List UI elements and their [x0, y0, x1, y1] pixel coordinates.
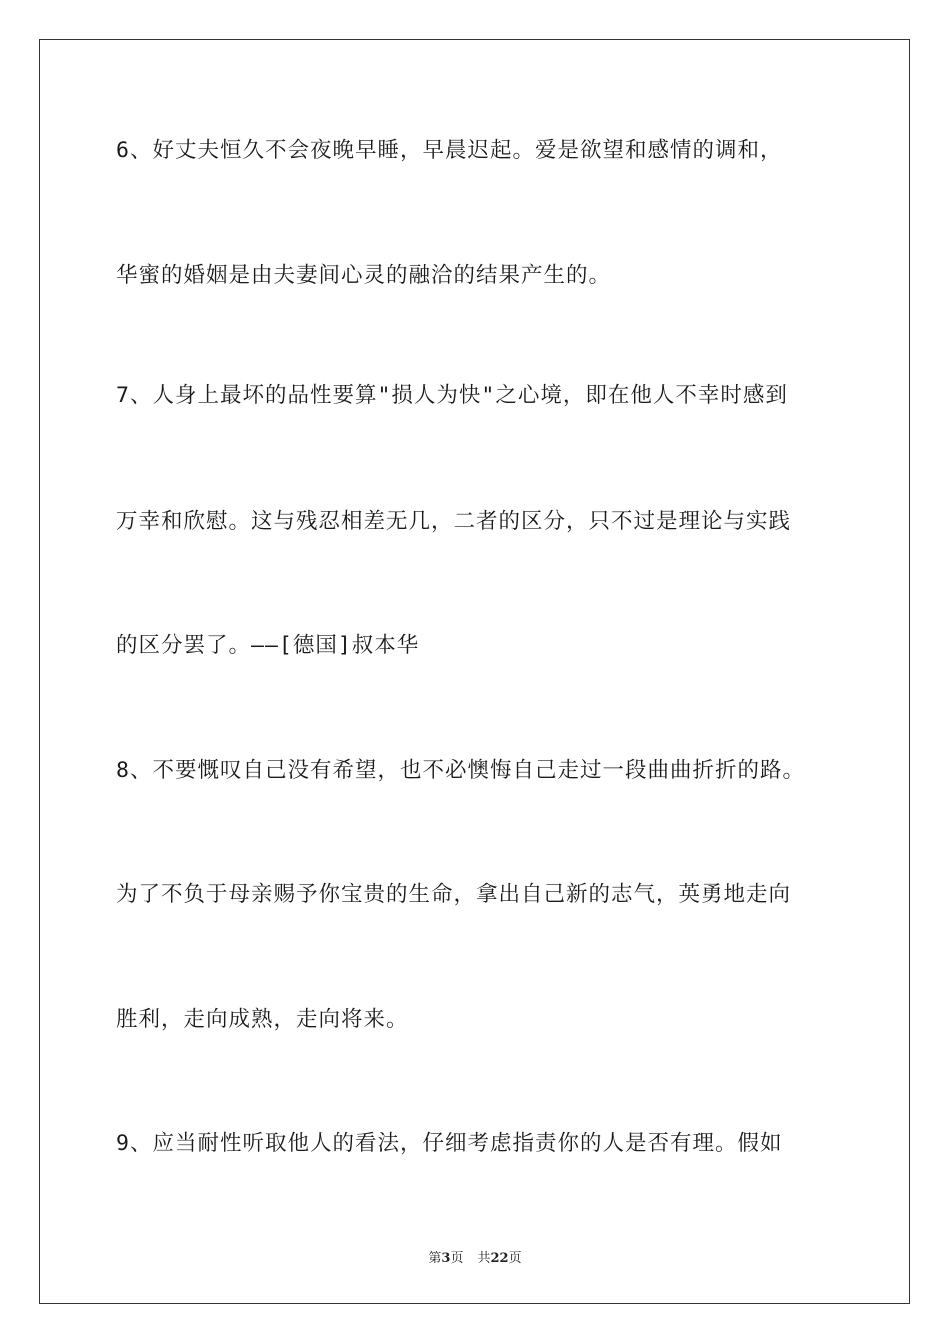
page-prefix: 第	[428, 1251, 442, 1266]
page-number: 3	[441, 1251, 451, 1266]
page-suffix: 页	[450, 1251, 464, 1266]
text-line-2: 华蜜的婚姻是由夫妻间心灵的融洽的结果产生的。	[116, 263, 612, 288]
total-suffix: 页	[508, 1251, 522, 1266]
text-line-8: 胜利，走向成熟，走向将来。	[116, 1007, 409, 1032]
text-line-7: 为了不负于母亲赐予你宝贵的生命，拿出自己新的志气，英勇地走向	[116, 882, 792, 907]
text-line-6: 8、不要慨叹自己没有希望，也不必懊悔自己走过一段曲曲折折的路。	[116, 758, 805, 783]
text-line-4: 万幸和欣慰。这与残忍相差无几，二者的区分，只不过是理论与实践	[116, 509, 792, 534]
text-line-5: 的区分罢了。——[德国]叔本华	[116, 633, 420, 658]
text-line-9: 9、应当耐性听取他人的看法，仔细考虑指责你的人是否有理。假如	[116, 1131, 783, 1156]
total-pages: 22	[490, 1251, 509, 1266]
text-line-1: 6、好丈夫恒久不会夜晚早睡，早晨迟起。爱是欲望和感情的调和，	[116, 138, 783, 163]
total-prefix: 共	[477, 1251, 491, 1266]
page-footer	[0, 1247, 950, 1266]
text-line-3: 7、人身上最坏的品性要算"损人为快"之心境，即在他人不幸时感到	[116, 383, 788, 408]
page-border	[39, 39, 910, 1304]
